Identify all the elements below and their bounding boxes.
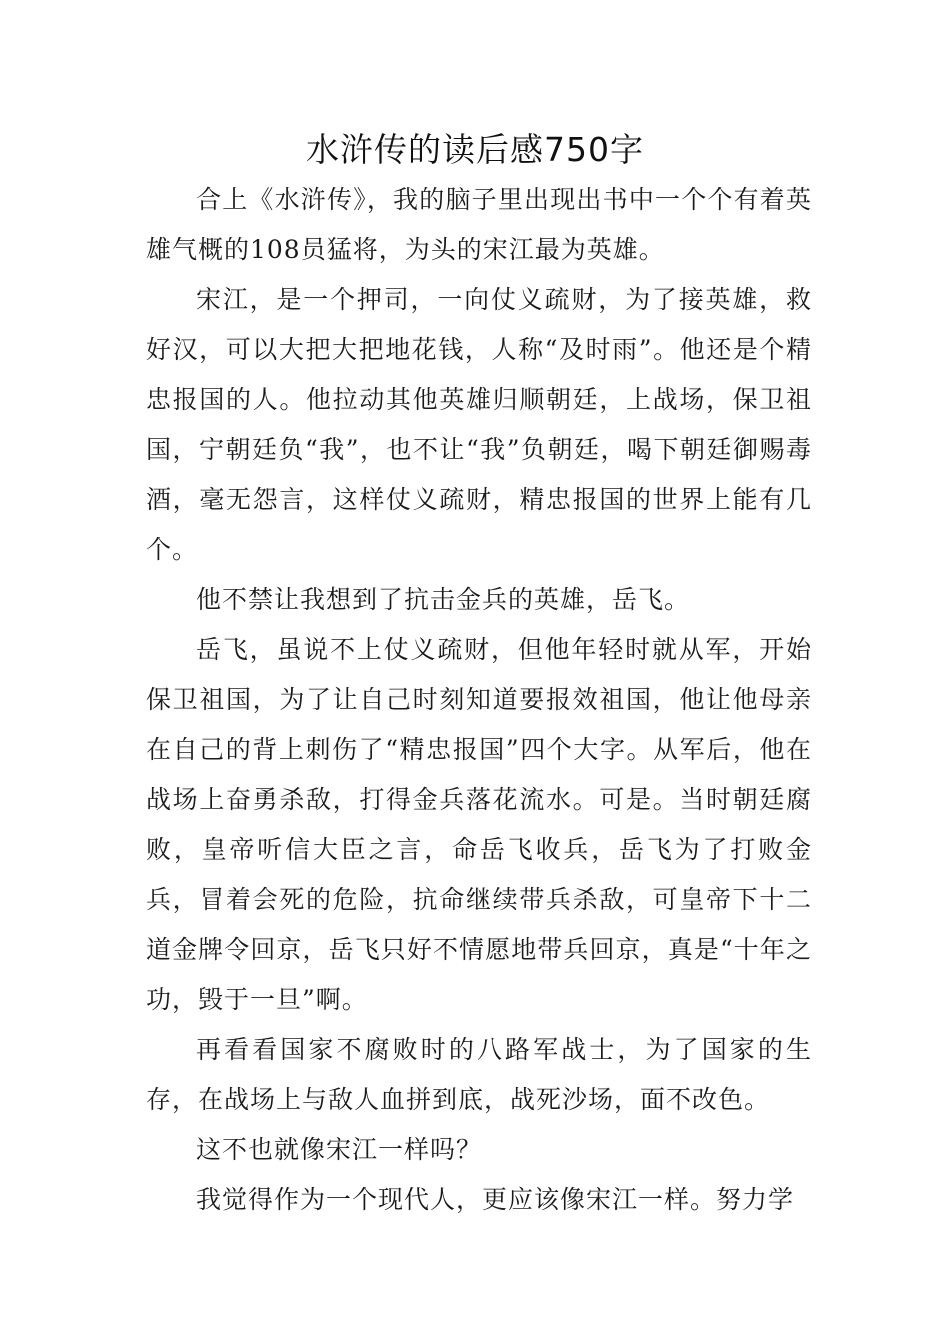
paragraph: 他不禁让我想到了抗击金兵的英雄，岳飞。	[196, 585, 691, 614]
paragraph: 这不也就像宋江一样吗？	[196, 1135, 483, 1164]
paragraph: 再看看国家不腐败时的八路军战士，为了国家的生存，在战场上与敌人血拼到底，战死沙场，面不改色。	[146, 1035, 812, 1114]
paragraph: 我觉得作为一个现代人，更应该像宋江一样。努力学	[196, 1185, 795, 1214]
paragraph: 宋江，是一个押司，一向仗义疏财，为了接英雄，救好汉，可以大把大把地花钱，人称“及时雨”。他还是个精忠报国的人。他拉动其他英雄归顺朝廷，上战场，保卫祖国，宁朝廷负“我”，也不让“我”负朝廷，喝下朝廷御赐毒酒，毫无怨言，这样仗义疏财，精忠报国的世界上能有几个。	[146, 285, 812, 564]
paragraph: 合上《水浒传》，我的脑子里出现出书中一个个有着英雄气概的108员猛将，为头的宋江最为英雄。	[146, 185, 812, 264]
paragraph: 岳飞，虽说不上仗义疏财，但他年轻时就从军，开始保卫祖国，为了让自己时刻知道要报效祖国，他让他母亲在自己的背上刺伤了“精忠报国”四个大字。从军后，他在战场上奋勇杀敌，打得金兵落花流水。可是。当时朝廷腐败，皇帝听信大臣之言，命岳飞收兵，岳飞为了打败金兵，冒着会死的危险，抗命继续带兵杀敌，可皇帝下十二道金牌令回京，岳飞只好不情愿地带兵回京，真是“十年之功，毁于一旦”啊。	[146, 635, 812, 1014]
document-body	[146, 175, 812, 1225]
document-title: 水浒传的读后感750字	[306, 130, 644, 169]
